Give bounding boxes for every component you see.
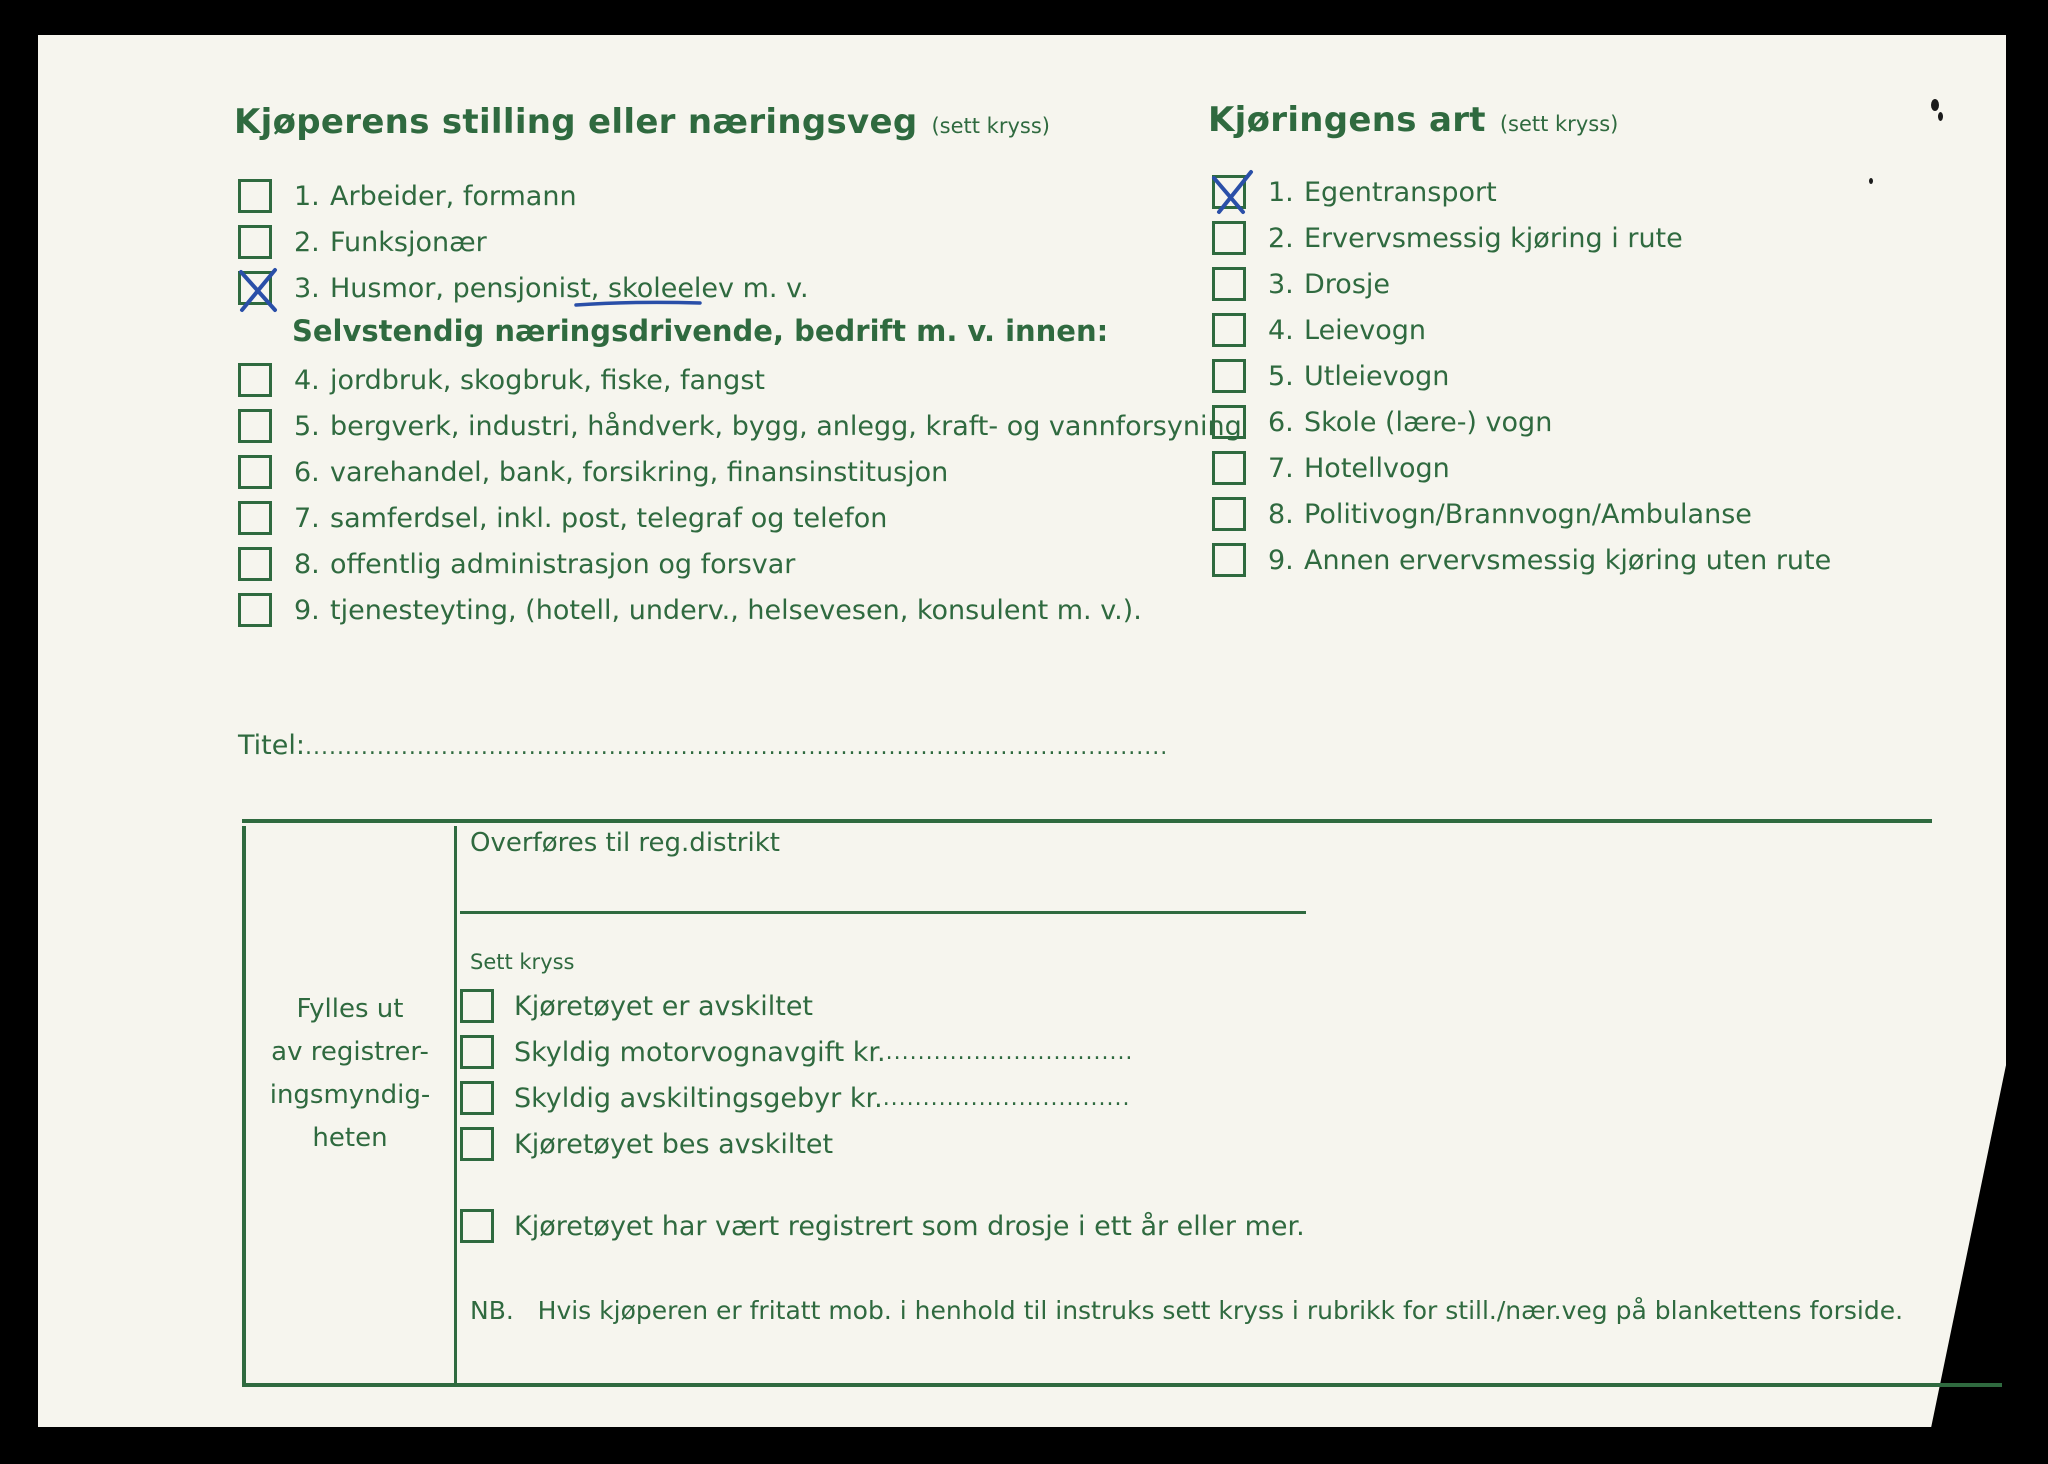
left-item-5[interactable] — [238, 406, 1242, 446]
frame-bottom-rule — [242, 1383, 2002, 1387]
item-number: 5. — [1268, 360, 1294, 392]
check-label: Kjøretøyet er avskiltet — [514, 990, 814, 1022]
checkbox[interactable] — [238, 547, 272, 581]
checkbox[interactable] — [460, 1127, 494, 1161]
item-label: Politivogn/Brannvogn/Ambulanse — [1304, 498, 1752, 530]
item-label: Husmor, pensjonist, skoleelev m. v. — [330, 272, 809, 304]
frame-top-rule — [242, 819, 1932, 823]
item-number: 2. — [1268, 222, 1294, 254]
titel-label: Titel: — [238, 730, 305, 761]
right-item-8[interactable] — [1212, 494, 1752, 534]
item-label: jordbruk, skogbruk, fiske, fangst — [330, 364, 765, 396]
item-number: 4. — [1268, 314, 1294, 346]
checkbox[interactable] — [1212, 451, 1246, 485]
checkbox[interactable] — [460, 1081, 494, 1115]
left-item-2[interactable] — [238, 222, 487, 262]
item-label: bergverk, industri, håndverk, bygg, anlegg, kraft- og vannforsyning — [330, 410, 1242, 442]
right-item-3[interactable] — [1212, 264, 1390, 304]
check-label: Skyldig avskiltingsgebyr kr. — [514, 1082, 883, 1114]
left-heading — [234, 102, 1050, 142]
item-number: 9. — [1268, 544, 1294, 576]
checkbox[interactable] — [238, 501, 272, 535]
checkbox[interactable] — [1212, 497, 1246, 531]
titel-field[interactable] — [238, 730, 1168, 761]
item-label: Funksjonær — [330, 226, 487, 258]
left-item-6[interactable] — [238, 452, 948, 492]
right-item-2[interactable] — [1212, 218, 1683, 258]
item-label: tjenesteyting, (hotell, underv., helsevesen, konsulent m. v.). — [330, 594, 1142, 626]
amount-dots: ............................... — [882, 1085, 1131, 1111]
checkbox-checked[interactable] — [1212, 175, 1246, 209]
transfer-input-line[interactable] — [460, 911, 1306, 914]
left-item-3[interactable] — [238, 268, 809, 308]
ink-speck — [1931, 99, 1939, 111]
checkbox[interactable] — [238, 179, 272, 213]
item-number: 1. — [294, 180, 320, 212]
registry-check-4[interactable] — [460, 1124, 833, 1164]
registry-side-caption — [250, 988, 450, 1160]
item-number: 3. — [1268, 268, 1294, 300]
nb-note: NB. Hvis kjøperen er fritatt mob. i henhold til instruks sett kryss i rubrikk for still./nær.veg på blankettens forside. — [470, 1296, 1904, 1325]
right-heading-text: Kjøringens art — [1208, 100, 1486, 140]
item-label: varehandel, bank, forsikring, finansinstitusjon — [330, 456, 949, 488]
frame-divider — [454, 826, 457, 1383]
checkbox[interactable] — [238, 363, 272, 397]
left-item-9[interactable] — [238, 590, 1142, 630]
left-item-7[interactable] — [238, 498, 887, 538]
item-label: offentlig administrasjon og forsvar — [330, 548, 796, 580]
left-item-4[interactable] — [238, 360, 765, 400]
ink-speck — [1938, 112, 1943, 121]
item-number: 3. — [294, 272, 320, 304]
left-item-1[interactable] — [238, 176, 577, 216]
sett-kryss-label: Sett kryss — [470, 950, 575, 974]
amount-dots: ............................... — [885, 1039, 1134, 1065]
left-heading-note: (sett kryss) — [931, 114, 1050, 138]
item-label: Skole (lære-) vogn — [1304, 406, 1553, 438]
check-label: Kjøretøyet bes avskiltet — [514, 1128, 834, 1160]
drosje-check[interactable] — [460, 1206, 1305, 1246]
checkbox[interactable] — [460, 1035, 494, 1069]
right-heading — [1208, 100, 1618, 140]
checkbox[interactable] — [1212, 313, 1246, 347]
checkbox[interactable] — [238, 225, 272, 259]
item-number: 6. — [294, 456, 320, 488]
right-heading-note: (sett kryss) — [1499, 112, 1619, 136]
right-item-7[interactable] — [1212, 448, 1450, 488]
check-label: Skyldig motorvognavgift kr. — [514, 1036, 886, 1068]
item-number: 2. — [294, 226, 320, 258]
caption-line: Fylles ut — [296, 994, 404, 1024]
item-label: Hotellvogn — [1304, 452, 1450, 484]
caption-line: ingsmyndig- — [269, 1080, 431, 1110]
checkbox[interactable] — [460, 989, 494, 1023]
item-number: 4. — [294, 364, 320, 396]
checkbox[interactable] — [238, 455, 272, 489]
checkbox-checked[interactable] — [238, 271, 272, 305]
item-label: Egentransport — [1304, 176, 1497, 208]
checkbox[interactable] — [1212, 405, 1246, 439]
right-item-6[interactable] — [1212, 402, 1552, 442]
item-number: 5. — [294, 410, 320, 442]
frame-left-rule — [242, 826, 246, 1386]
right-item-5[interactable] — [1212, 356, 1449, 396]
item-label: samferdsel, inkl. post, telegraf og telefon — [330, 502, 888, 534]
drosje-label: Kjøretøyet har vært registrert som drosje i ett år eller mer. — [514, 1210, 1305, 1242]
registry-check-1[interactable] — [460, 986, 813, 1026]
item-number: 7. — [1268, 452, 1294, 484]
ink-speck — [1869, 178, 1873, 184]
checkbox[interactable] — [460, 1209, 494, 1243]
checkbox[interactable] — [238, 593, 272, 627]
item-label: Arbeider, formann — [330, 180, 577, 212]
item-number: 6. — [1268, 406, 1294, 438]
item-number: 9. — [294, 594, 320, 626]
item-number: 8. — [294, 548, 320, 580]
titel-dots: ............................................................................................................ — [304, 735, 1169, 760]
checkbox[interactable] — [1212, 221, 1246, 255]
item-label: Ervervsmessig kjøring i rute — [1304, 222, 1683, 254]
item-number: 8. — [1268, 498, 1294, 530]
checkbox[interactable] — [1212, 267, 1246, 301]
registry-check-2[interactable] — [460, 1032, 1133, 1072]
checkbox[interactable] — [1212, 359, 1246, 393]
checkbox[interactable] — [1212, 543, 1246, 577]
item-label: Leievogn — [1304, 314, 1427, 346]
right-item-4[interactable] — [1212, 310, 1426, 350]
left-item-8[interactable] — [238, 544, 795, 584]
item-label: Annen ervervsmessig kjøring uten rute — [1304, 544, 1832, 576]
item-number: 1. — [1268, 176, 1294, 208]
right-item-9[interactable] — [1212, 540, 1831, 580]
right-item-1[interactable] — [1212, 172, 1497, 212]
item-label: Drosje — [1304, 268, 1390, 300]
checkbox[interactable] — [238, 409, 272, 443]
item-number: 7. — [294, 502, 320, 534]
left-subheading: Selvstendig næringsdrivende, bedrift m. v. innen: — [292, 314, 1109, 348]
caption-line: heten — [312, 1123, 388, 1153]
transfer-label: Overføres til reg.distrikt — [470, 828, 780, 858]
registry-check-3[interactable] — [460, 1078, 1130, 1118]
item-label: Utleievogn — [1304, 360, 1450, 392]
left-heading-text: Kjøperens stilling eller næringsveg — [234, 102, 918, 142]
caption-line: av registrer- — [271, 1037, 429, 1067]
